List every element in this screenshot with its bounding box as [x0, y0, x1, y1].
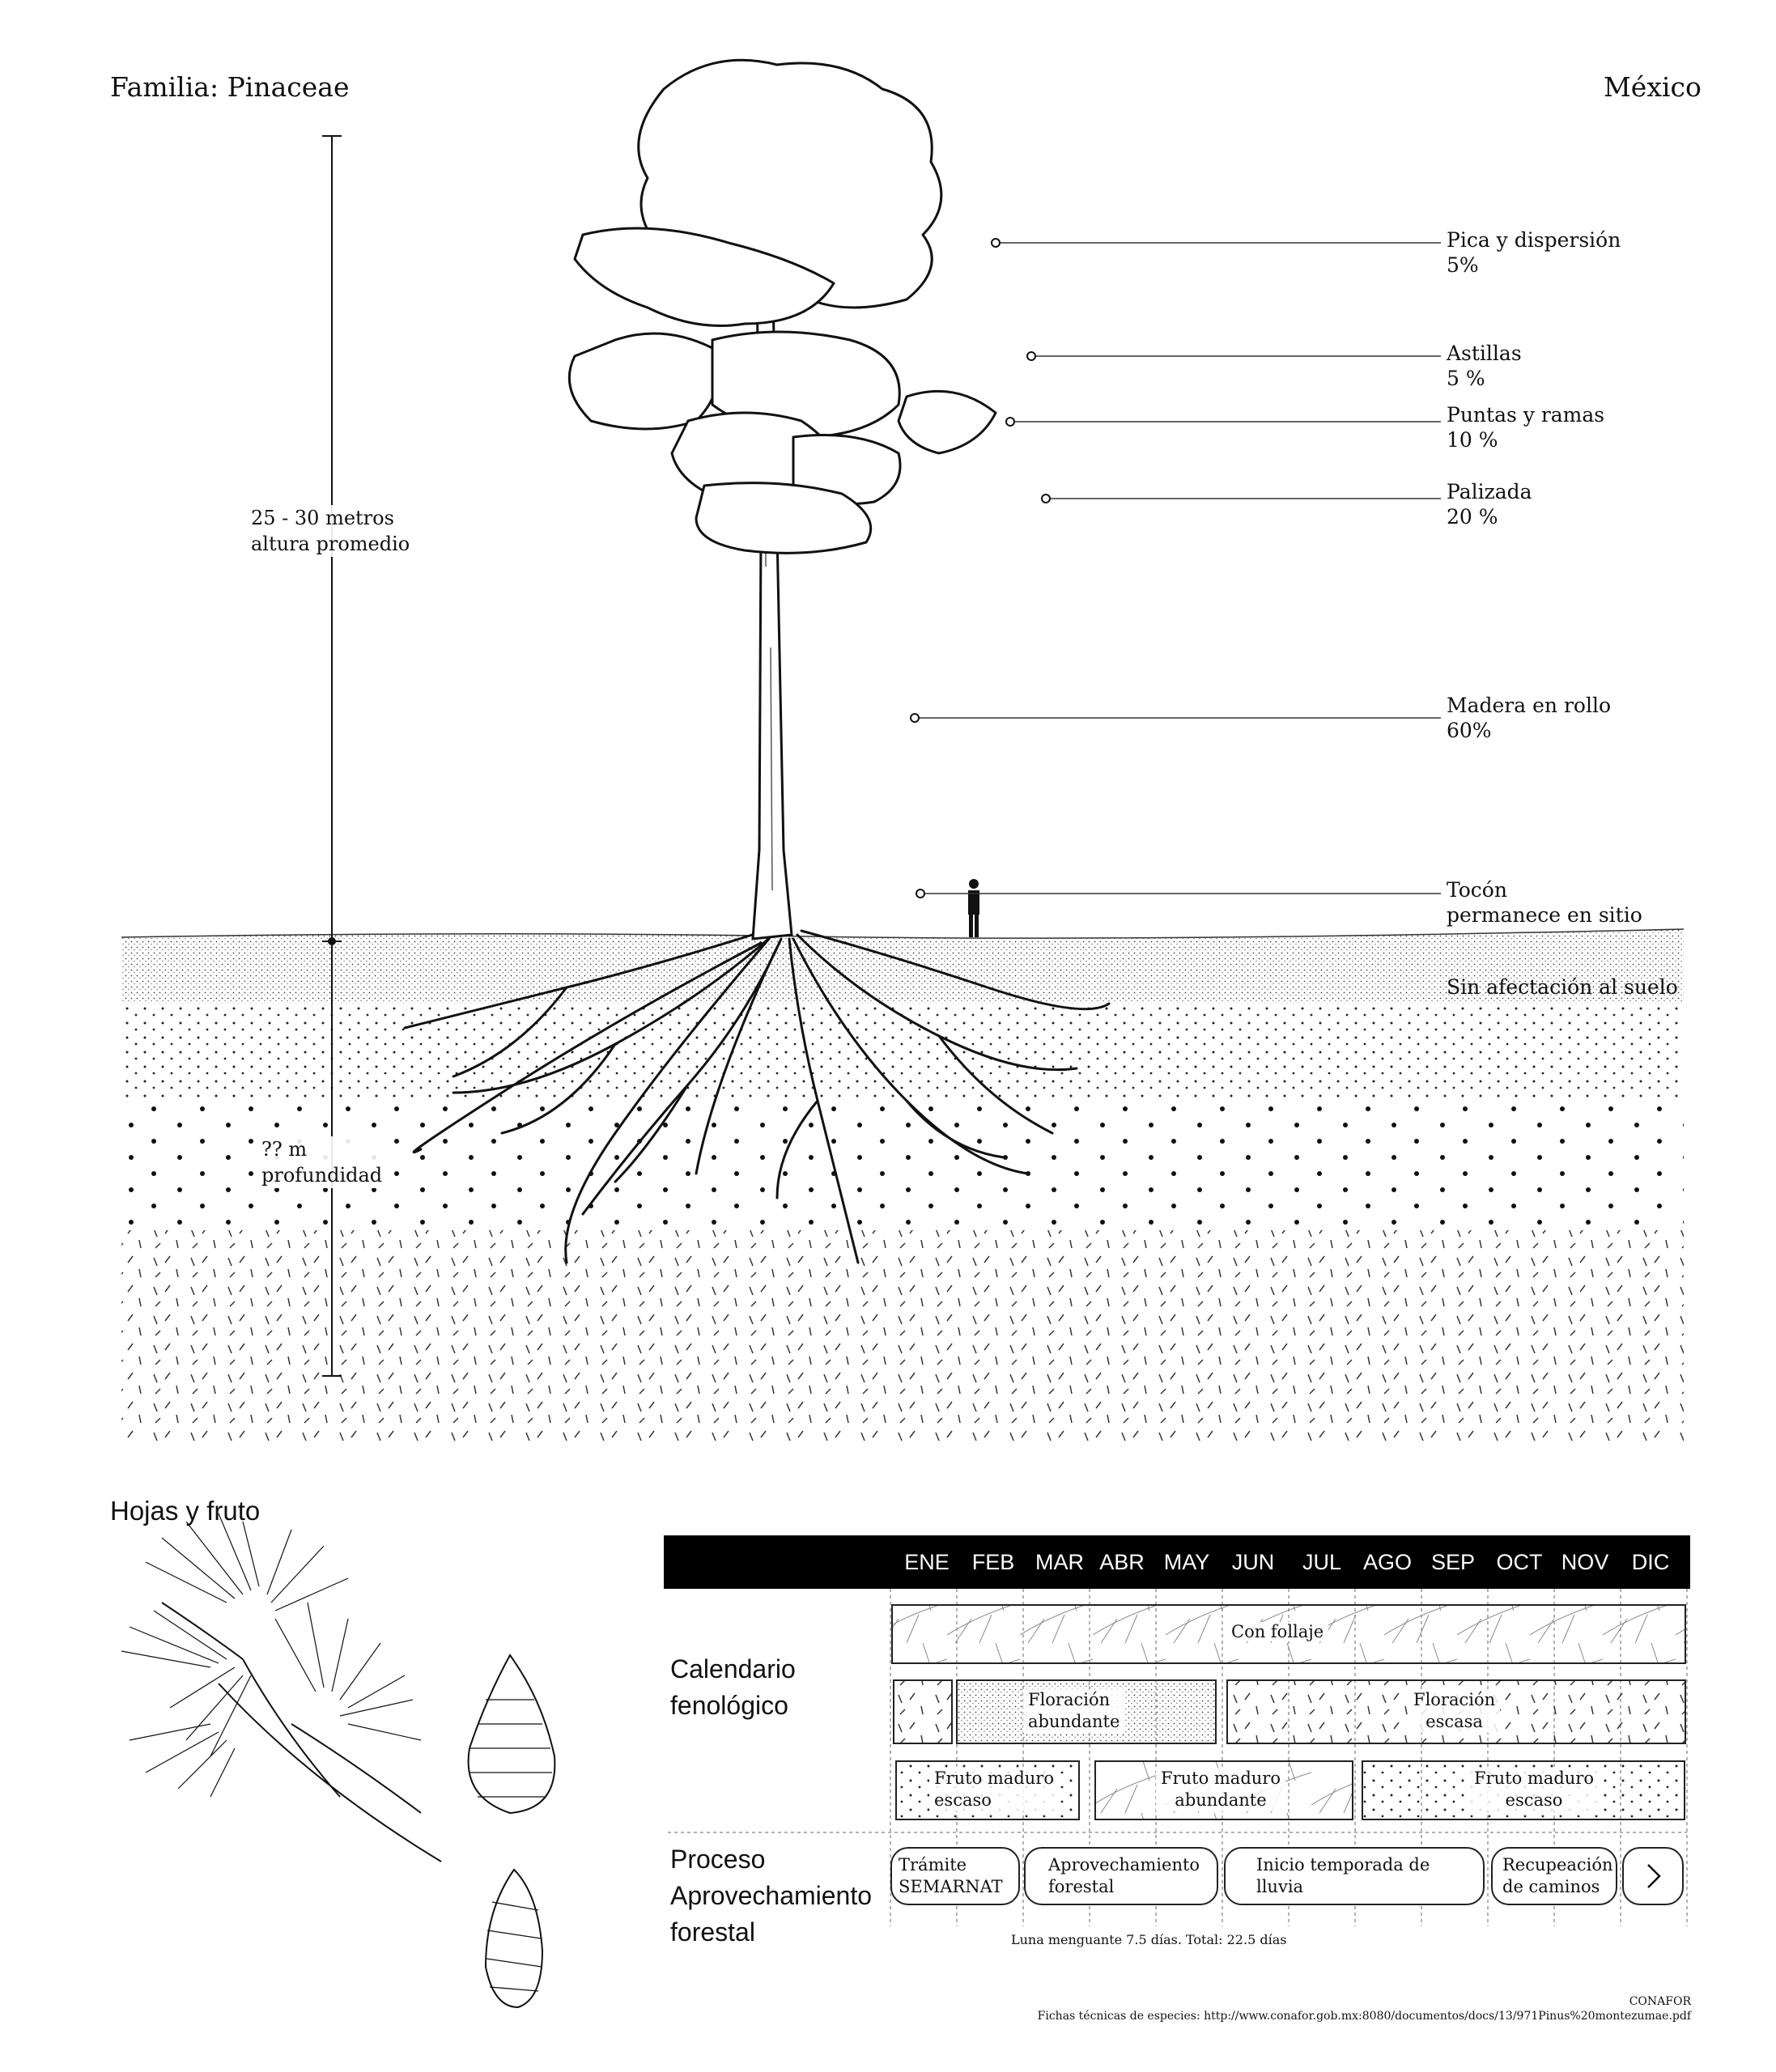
- month-label: ENE: [904, 1550, 950, 1574]
- month-label: SEP: [1430, 1550, 1476, 1574]
- country-label: México: [1604, 71, 1702, 103]
- month-label: NOV: [1561, 1550, 1609, 1574]
- callout-madera: [1447, 693, 1611, 743]
- pine-cone-illustration: [469, 1655, 555, 2007]
- callout-label: Pica y dispersión: [1447, 228, 1621, 252]
- process-step-semarnat: [890, 1847, 1020, 1905]
- bar-label: escasa: [1425, 1712, 1483, 1731]
- callout-lines: [915, 243, 1441, 894]
- bar-label: Floración: [1413, 1690, 1496, 1709]
- section-label: forestal: [670, 1917, 755, 1947]
- month-label: ABR: [1099, 1550, 1145, 1574]
- bar-label: Fruto maduro: [1474, 1768, 1594, 1788]
- step-label: Recupeación: [1502, 1855, 1613, 1875]
- soil-note: Sin afectación al suelo: [1447, 975, 1678, 999]
- footer-url[interactable]: Fichas técnicas de especies: http://www.conafor.gob.mx:8080/documentos/docs/13/971Pinus%20montezumae.pdf: [1037, 2010, 1691, 2023]
- month-label: MAY: [1163, 1550, 1210, 1574]
- family-label: Familia: Pinaceae: [110, 71, 350, 103]
- height-value: 25 - 30 metros: [251, 507, 394, 529]
- bar-label: Fruto maduro: [1161, 1768, 1281, 1788]
- height-caption: altura promedio: [251, 533, 410, 555]
- chevron-right-icon: [1624, 1849, 1682, 1904]
- person-silhouette: [968, 879, 979, 937]
- step-label: SEMARNAT: [899, 1877, 1003, 1896]
- month-label: FEB: [971, 1550, 1015, 1574]
- flowering-scarce: [1408, 1689, 1500, 1733]
- process-step-lluvia: [1224, 1847, 1485, 1905]
- step-label: Inicio temporada de: [1256, 1855, 1430, 1875]
- bar-label: escaso: [934, 1790, 992, 1810]
- depth-caption: profundidad: [261, 1164, 383, 1187]
- fruit-scarce-1: [929, 1768, 1059, 1811]
- height-measure: [251, 505, 410, 557]
- step-label: forestal: [1048, 1877, 1115, 1896]
- bar-label: abundante: [1175, 1790, 1267, 1810]
- bar-label: Fruto maduro: [934, 1768, 1054, 1788]
- callout-dots: [911, 239, 1050, 898]
- depth-measure: [261, 1136, 382, 1188]
- section-label: fenológico: [670, 1691, 788, 1720]
- section-phenology: [670, 1651, 796, 1724]
- section-label: Proceso: [670, 1845, 766, 1874]
- month-label: AGO: [1362, 1550, 1412, 1574]
- callout-value: 5 %: [1447, 367, 1485, 390]
- bar-label: abundante: [1028, 1712, 1120, 1731]
- callout-palizada: [1447, 479, 1532, 529]
- bar-label: escaso: [1505, 1790, 1563, 1810]
- step-label: Aprovechamiento: [1048, 1855, 1200, 1875]
- step-label: lluvia: [1256, 1877, 1304, 1896]
- callout-label: Puntas y ramas: [1447, 403, 1605, 427]
- month-label: JUN: [1231, 1550, 1275, 1574]
- callout-label: Palizada: [1447, 480, 1532, 503]
- section-label: Calendario: [670, 1654, 796, 1684]
- callout-value: permanece en sitio: [1447, 903, 1642, 927]
- callout-pica: [1447, 227, 1621, 278]
- pine-branch-illustration: [121, 1514, 441, 1862]
- foliage-label: Con follaje: [1226, 1622, 1328, 1641]
- process-step-caminos: [1491, 1847, 1617, 1905]
- crown: [569, 60, 996, 553]
- month-label: MAR: [1035, 1550, 1084, 1574]
- bar-label: Floración: [1028, 1690, 1111, 1709]
- callout-value: 5%: [1447, 253, 1479, 277]
- callout-label: Tocón: [1447, 878, 1507, 902]
- fruit-abundant: [1156, 1768, 1285, 1811]
- month-label: JUL: [1302, 1550, 1341, 1574]
- callout-value: 10 %: [1447, 428, 1498, 452]
- section-label: Aprovechamiento: [670, 1881, 873, 1910]
- footer-source: CONAFOR: [1629, 1995, 1691, 2008]
- callout-astillas: [1447, 341, 1522, 391]
- callout-label: Madera en rollo: [1447, 694, 1611, 717]
- luna-note: Luna menguante 7.5 días. Total: 22.5 días: [1011, 1932, 1287, 1947]
- step-label: de caminos: [1502, 1877, 1600, 1896]
- leaves-title: Hojas y fruto: [110, 1496, 261, 1526]
- callout-value: 60%: [1447, 719, 1492, 742]
- step-label: Trámite: [899, 1855, 967, 1875]
- fruit-scarce-2: [1469, 1768, 1599, 1811]
- callout-label: Astillas: [1447, 342, 1522, 365]
- month-header: [664, 1535, 1690, 1589]
- callout-tocon: [1447, 877, 1642, 928]
- flowering-abundant: [1023, 1689, 1124, 1733]
- callout-puntas: [1447, 402, 1604, 452]
- month-label: DIC: [1631, 1550, 1670, 1574]
- next-step-button[interactable]: [1622, 1847, 1684, 1905]
- month-label: OCT: [1496, 1550, 1543, 1574]
- callout-value: 20 %: [1447, 505, 1498, 529]
- section-process: [670, 1841, 872, 1951]
- depth-value: ?? m: [261, 1138, 308, 1161]
- process-step-aprovechamiento: [1024, 1847, 1218, 1905]
